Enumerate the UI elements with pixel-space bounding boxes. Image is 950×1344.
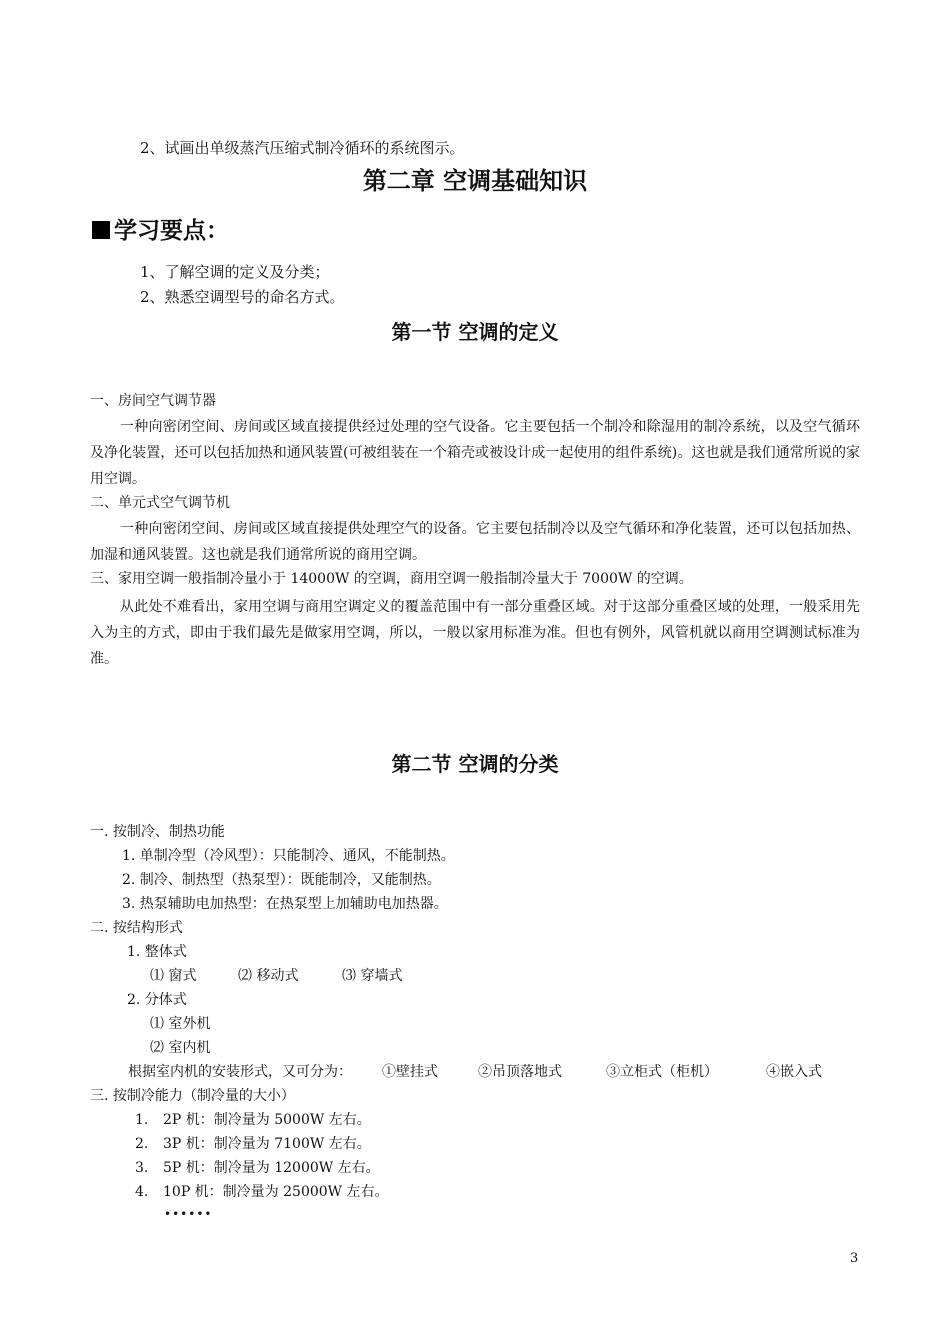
- capacity-item-number: 1.: [135, 1112, 149, 1128]
- install-type: ①壁挂式: [382, 1064, 438, 1080]
- definition-heading: 三、家用空调一般指制冷量小于 14000W 的空调，商用空调一般指制冷量大于 7000W 的空调。: [90, 571, 693, 587]
- page-number: 3: [850, 1251, 859, 1266]
- subcategory-heading: 2. 分体式: [127, 992, 187, 1008]
- structure-type: ⑴ 窗式: [150, 968, 197, 984]
- structure-type: ⑵ 移动式: [238, 968, 299, 984]
- capacity-item-number: 4.: [135, 1184, 149, 1200]
- definition-paragraph: 一种向密闭空间、房间或区域直接提供经过处理的空气设备。它主要包括一个制冷和除湿用的制冷系统，以及空气循环及净化装置，还可以包括加热和通风装置(可被组装在一个箱壳或被设计成一起使用的组件系统)。这也就是我们通常所说的家用空调。: [90, 419, 860, 487]
- category-item: 3. 热泵辅助电加热型：在热泵型上加辅助电加热器。: [122, 896, 448, 912]
- install-type: ②吊顶落地式: [478, 1064, 562, 1080]
- key-point-item: 2、熟悉空调型号的命名方式。: [140, 288, 345, 306]
- key-points-heading: [92, 216, 229, 246]
- capacity-item: 3P 机：制冷量为 7100W 左右。: [163, 1136, 371, 1152]
- ellipsis: ••••••: [164, 1207, 213, 1221]
- capacity-item-number: 3.: [135, 1160, 149, 1176]
- install-type: ③立柜式（柜机）: [606, 1064, 718, 1080]
- section-title: 第二节 空调的分类: [391, 752, 559, 776]
- black-square-icon: [92, 221, 110, 239]
- split-unit-part: ⑴ 室外机: [150, 1016, 211, 1032]
- category-heading: 一. 按制冷、制热功能: [90, 824, 225, 840]
- category-item: 2. 制冷、制热型（热泵型）：既能制冷，又能制热。: [122, 872, 441, 888]
- category-heading: 三. 按制冷能力（制冷量的大小）: [90, 1088, 295, 1104]
- install-type: ④嵌入式: [766, 1064, 822, 1080]
- category-item: 1. 单制冷型（冷风型）：只能制冷、通风，不能制热。: [122, 848, 455, 864]
- definition-heading: 二、单元式空气调节机: [90, 495, 230, 511]
- key-point-item: 1、了解空调的定义及分类；: [140, 263, 330, 281]
- category-heading: 二. 按结构形式: [90, 920, 183, 936]
- review-question: 2、试画出单级蒸汽压缩式制冷循环的系统图示。: [140, 139, 465, 157]
- capacity-item: 10P 机：制冷量为 25000W 左右。: [163, 1184, 389, 1200]
- install-form-lead: 根据室内机的安装形式，又可分为：: [128, 1064, 352, 1080]
- section-title: 第一节 空调的定义: [391, 320, 559, 344]
- split-unit-part: ⑵ 室内机: [150, 1040, 211, 1056]
- definition-heading: 一、房间空气调节器: [90, 393, 216, 409]
- definition-paragraph: 一种向密闭空间、房间或区域直接提供处理空气的设备。它主要包括制冷以及空气循环和净化装置，还可以包括加热、加湿和通风装置。这也就是我们通常所说的商用空调。: [90, 521, 860, 563]
- key-points-label: 学习要点：: [114, 218, 229, 244]
- subcategory-heading: 1. 整体式: [127, 944, 187, 960]
- definition-paragraph: 从此处不难看出，家用空调与商用空调定义的覆盖范围中有一部分重叠区域。对于这部分重叠区域的处理，一般采用先入为主的方式，即由于我们最先是做家用空调，所以，一般以家用标准为准。但也有例外，风管机就以商用空调测试标准为准。: [90, 599, 860, 667]
- capacity-item: 2P 机：制冷量为 5000W 左右。: [163, 1112, 371, 1128]
- capacity-item-number: 2.: [135, 1136, 149, 1152]
- capacity-item: 5P 机：制冷量为 12000W 左右。: [163, 1160, 380, 1176]
- chapter-title: 第二章 空调基础知识: [362, 167, 588, 195]
- structure-type: ⑶ 穿墙式: [342, 968, 403, 984]
